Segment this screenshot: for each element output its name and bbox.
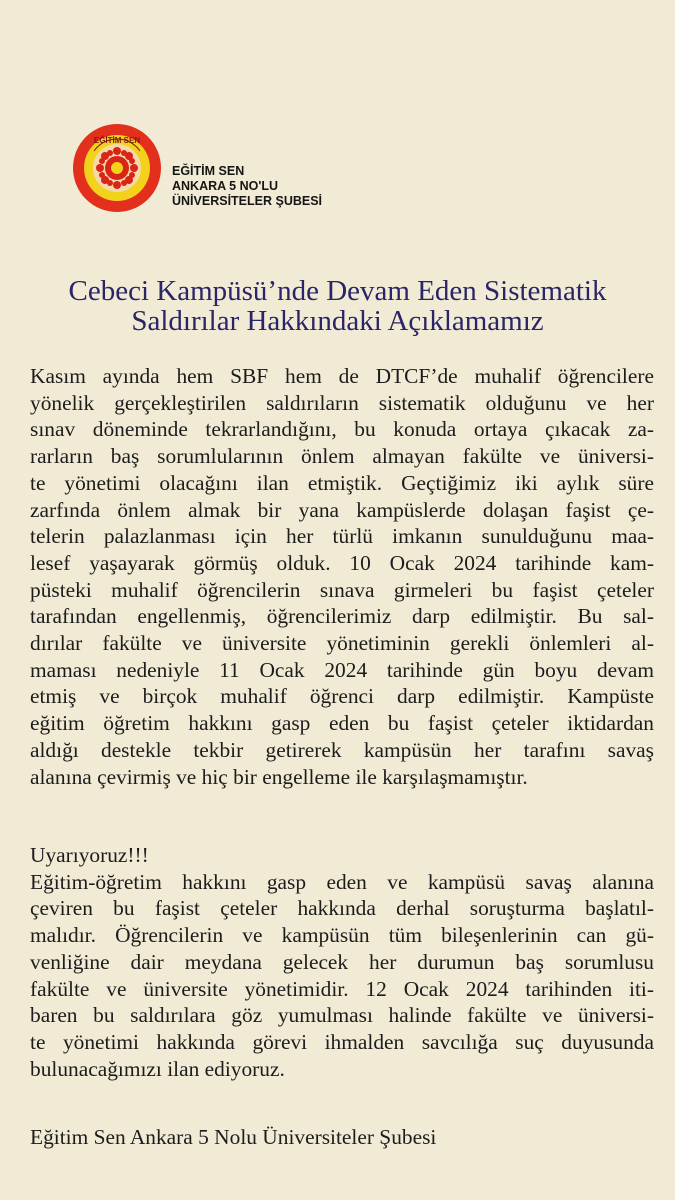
text-line: çeviren bu faşist çeteler hakkında derhal soruşturma başlatıl- [30,896,654,921]
text-line: tarafından engellenmiş, öğrencilerimiz darp edilmiştir. Bu sal- [30,604,654,629]
text-line: te yönetimi olacağını ilan etmiştik. Geçtiğimiz iki aylık süre [30,470,654,495]
warning-heading: Uyarıyoruz!!! [30,843,149,867]
egitim-sen-logo [72,123,162,213]
org-name-line: ÜNİVERSİTELER ŞUBESİ [172,194,323,208]
text-line: sınav döneminde tekrarlandığını, bu konuda ortaya çıkacak za- [30,417,654,442]
text-line: rarların baş sorumlularının önlem almayan fakülte ve üniversi- [30,444,654,469]
egitim-sen-logo-icon [72,123,162,213]
text-line: alanına çevirmiş ve hiç bir engelleme ile karşılaşmamıştır. [30,764,528,789]
text-line: dırılar fakülte ve üniversite yönetiminin gerekli önlemleri al- [30,631,654,656]
title-line: Saldırılar Hakkındaki Açıklamamız [131,305,544,337]
org-name-line: EĞİTİM SEN [172,164,245,178]
page-title [0,276,675,336]
text-line: venliğine dair meydana gelecek her durumun baş sorumlusu [30,949,654,974]
text-line: lesef yaşayarak görmüş olduk. 10 Ocak 2024 tarihinde kam- [30,550,654,575]
text-line: Kasım ayında hem SBF hem de DTCF’de muhalif öğrencilere [30,364,654,388]
text-line: telerin palazlanması için her türlü imkanın sunulduğunu maa- [30,524,654,549]
text-line: zarfında önlem almak bir yana kampüslerde dolaşan faşist çe- [30,497,654,522]
org-name-line: ANKARA 5 NO'LU [172,179,278,193]
text-line: maması nedeniyle 11 Ocak 2024 tarihinde gün boyu devam [30,657,654,682]
text-line: aldığı destekle tekbir getirerek kampüsün her tarafını savaş [30,737,654,762]
signature [30,1124,654,1151]
text-line: te yönetimi hakkında görevi ihmalden savcılığa suç duyusunda [30,1029,654,1054]
text-line: Eğitim-öğretim hakkını gasp eden ve kampüsü savaş alanına [30,869,654,894]
org-name [172,164,322,209]
statement-paragraph-2 [30,842,654,1082]
text-line: bulunacağımızı ilan ediyoruz. [30,1056,285,1081]
logo-ring-text-top: EĞİTİM SEN [93,136,141,145]
title-line: Cebeci Kampüsü’nde Devam Eden Sistematik [68,275,607,307]
statement-paragraph-1 [30,363,654,790]
text-line: yönelik gerçekleştirilen saldırıların sistematik olduğunu ve her [30,390,654,415]
signature-text: Eğitim Sen Ankara 5 Nolu Üniversiteler Şubesi [30,1125,437,1149]
text-line: baren bu saldırılara göz yumulması halinde fakülte ve üniversi- [30,1003,654,1028]
text-line: malıdır. Öğrencilerin ve kampüsün tüm bileşenlerinin can gü- [30,923,654,948]
text-line: eğitim öğretim hakkını gasp eden bu faşist çeteler iktidardan [30,711,654,736]
text-line: etmiş ve birçok muhalif öğrenci darp edilmiştir. Kampüste [30,684,654,709]
text-line: fakülte ve üniversite yönetimidir. 12 Ocak 2024 tarihinden iti- [30,976,654,1001]
text-line: püsteki muhalif öğrencilerin sınava girmeleri bu faşist çeteler [30,577,654,602]
